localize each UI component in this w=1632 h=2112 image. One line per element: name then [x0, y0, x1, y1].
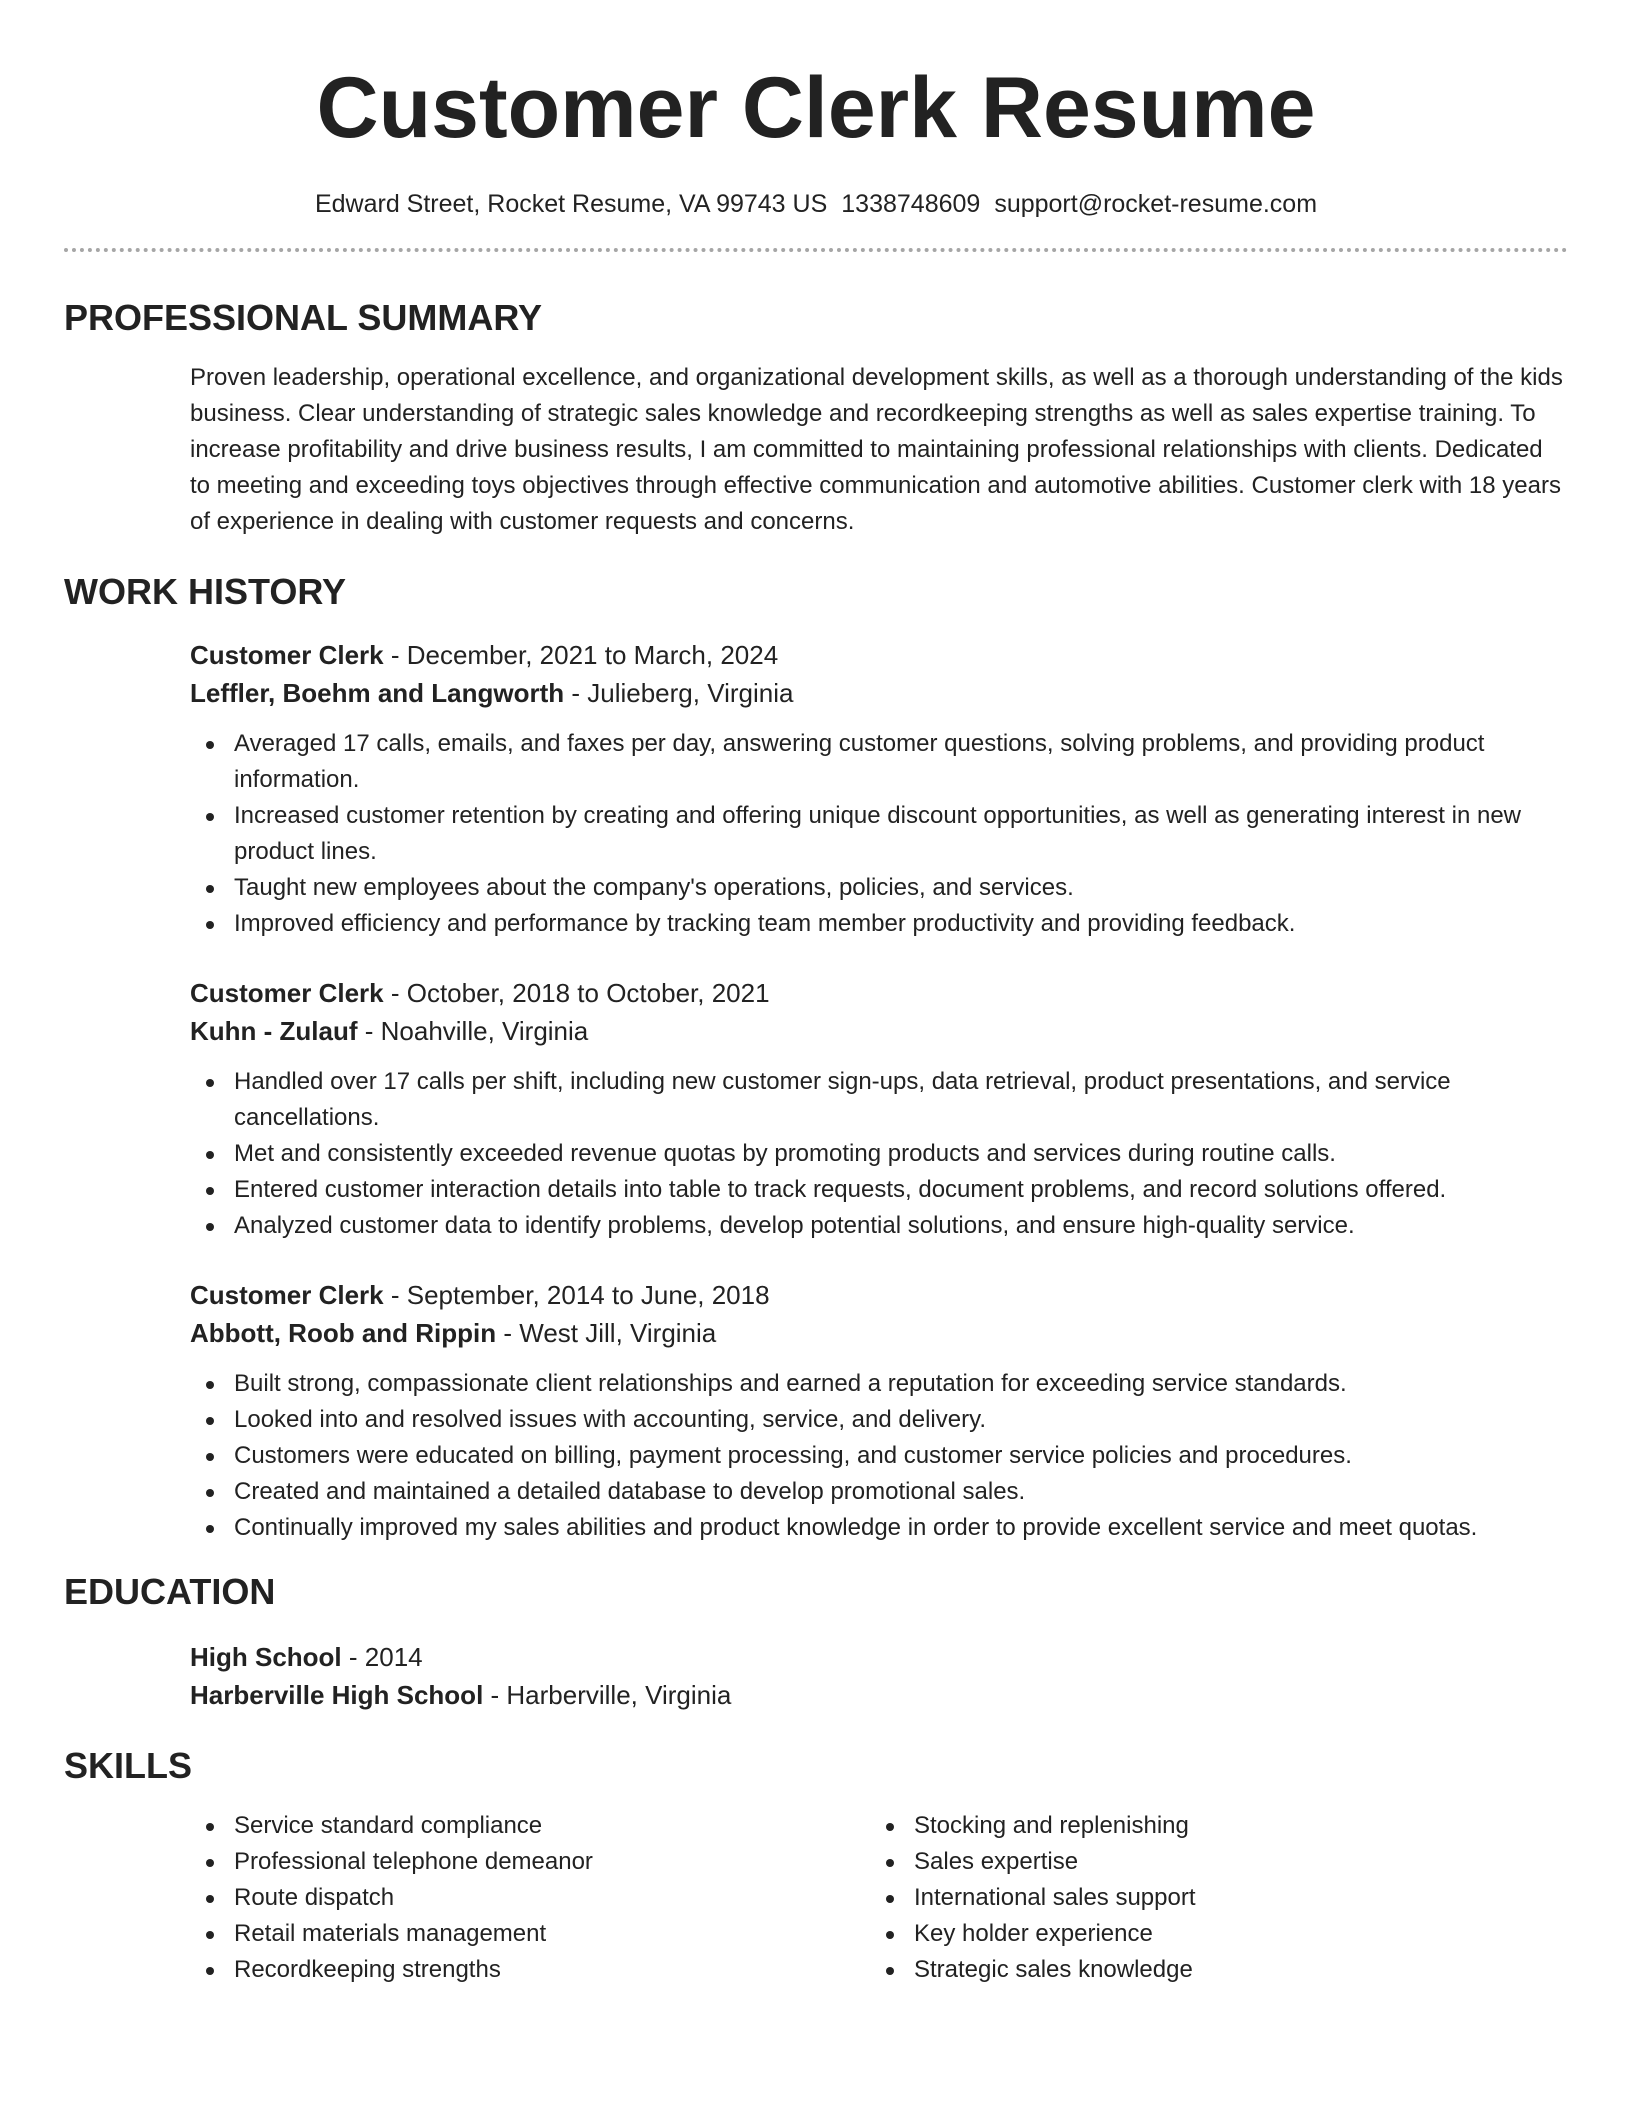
- job-duty: Entered customer interaction details into table to track requests, document problems, and record solutions offered.: [190, 1172, 1568, 1208]
- skills-grid: [190, 1808, 1568, 1988]
- job-company: Kuhn - Zulauf: [190, 1016, 358, 1046]
- job-duty: Taught new employees about the company's operations, policies, and services.: [190, 870, 1568, 906]
- job-company: Abbott, Roob and Rippin: [190, 1318, 497, 1348]
- summary-text: Proven leadership, operational excellence, and organizational development skills, as well as a thorough understanding of the kids business. Clear understanding of strategic sales knowledge and recordkeeping strengths as well as sales expertise training. To increase profitability and drive business results, I am committed to maintaining professional relationships with clients. Dedicated to meeting and exceeding toys objectives through effective communication and automotive abilities. Customer clerk with 18 years of experience in dealing with customer requests and concerns.: [190, 364, 1563, 535]
- education-year: - 2014: [341, 1642, 423, 1672]
- job-duty: Looked into and resolved issues with accounting, service, and delivery.: [190, 1402, 1568, 1438]
- job-dates: - December, 2021 to March, 2024: [383, 640, 779, 670]
- job-entry: [190, 974, 1568, 1244]
- skills-heading: SKILLS: [64, 1745, 193, 1786]
- education-section: [64, 1638, 1568, 1714]
- job-duty: Improved efficiency and performance by tracking team member productivity and providing feedback.: [190, 906, 1568, 942]
- job-duty: Met and consistently exceeded revenue quotas by promoting products and services during routine calls.: [190, 1136, 1568, 1172]
- job-duty: Created and maintained a detailed database to develop promotional sales.: [190, 1474, 1568, 1510]
- skills-column-right: [870, 1808, 1550, 1988]
- job-duties: [190, 1064, 1568, 1244]
- job-duty: Built strong, compassionate client relationships and earned a reputation for exceeding service standards.: [190, 1366, 1568, 1402]
- job-dates: - October, 2018 to October, 2021: [383, 978, 770, 1008]
- job-duty: Handled over 17 calls per shift, including new customer sign-ups, data retrieval, product presentations, and service cancellations.: [190, 1064, 1568, 1136]
- skill-item: Key holder experience: [870, 1916, 1550, 1952]
- job-title: Customer Clerk: [190, 640, 384, 670]
- education-school: Harberville High School: [190, 1680, 484, 1710]
- job-title-line: [190, 636, 1568, 674]
- skill-item: Strategic sales knowledge: [870, 1952, 1550, 1988]
- education-location: - Harberville, Virginia: [483, 1680, 732, 1710]
- job-title: Customer Clerk: [190, 978, 384, 1008]
- skill-item: Stocking and replenishing: [870, 1808, 1550, 1844]
- job-duty: Increased customer retention by creating and offering unique discount opportunities, as well as generating interest in new product lines.: [190, 798, 1568, 870]
- contact-email: support@rocket-resume.com: [994, 190, 1318, 218]
- skill-item: Service standard compliance: [190, 1808, 870, 1844]
- job-company-line: [190, 1314, 1568, 1352]
- education-degree-line: [190, 1638, 1568, 1676]
- job-title-line: [190, 1276, 1568, 1314]
- job-duties: [190, 726, 1568, 942]
- skill-item: Route dispatch: [190, 1880, 870, 1916]
- summary-heading: PROFESSIONAL SUMMARY: [64, 297, 543, 338]
- job-dates: - September, 2014 to June, 2018: [383, 1280, 770, 1310]
- job-entry: [190, 636, 1568, 942]
- job-duty: Averaged 17 calls, emails, and faxes per day, answering customer questions, solving problems, and providing product information.: [190, 726, 1568, 798]
- header-divider: [64, 248, 1568, 252]
- job-location: - Julieberg, Virginia: [564, 678, 794, 708]
- job-title: Customer Clerk: [190, 1280, 384, 1310]
- skill-item: International sales support: [870, 1880, 1550, 1916]
- resume-page: [64, 0, 1568, 1988]
- resume-title: Customer Clerk Resume: [316, 60, 1316, 156]
- skills-column-left: [190, 1808, 870, 1988]
- job-duties: [190, 1366, 1568, 1546]
- skill-item: Professional telephone demeanor: [190, 1844, 870, 1880]
- contact-address: Edward Street, Rocket Resume, VA 99743 US: [314, 190, 828, 218]
- job-entry: [190, 1276, 1568, 1546]
- education-school-line: [190, 1676, 1568, 1714]
- skill-item: Sales expertise: [870, 1844, 1550, 1880]
- job-location: - Noahville, Virginia: [357, 1016, 589, 1046]
- education-degree: High School: [190, 1642, 342, 1672]
- job-location: - West Jill, Virginia: [496, 1318, 717, 1348]
- skill-item: Retail materials management: [190, 1916, 870, 1952]
- job-title-line: [190, 974, 1568, 1012]
- work-history-heading: WORK HISTORY: [64, 571, 347, 612]
- contact-info: [64, 186, 1568, 222]
- work-history-section: [64, 636, 1568, 1546]
- job-company-line: [190, 674, 1568, 712]
- education-heading: EDUCATION: [64, 1571, 276, 1612]
- job-company-line: [190, 1012, 1568, 1050]
- job-duty: Customers were educated on billing, payment processing, and customer service policies and procedures.: [190, 1438, 1568, 1474]
- job-company: Leffler, Boehm and Langworth: [190, 678, 565, 708]
- job-duty: Analyzed customer data to identify problems, develop potential solutions, and ensure high-quality service.: [190, 1208, 1568, 1244]
- skill-item: Recordkeeping strengths: [190, 1952, 870, 1988]
- contact-phone: 1338748609: [841, 190, 981, 218]
- summary-section: [64, 360, 1568, 540]
- job-duty: Continually improved my sales abilities and product knowledge in order to provide excellent service and meet quotas.: [190, 1510, 1568, 1546]
- skills-section: [64, 1808, 1568, 1988]
